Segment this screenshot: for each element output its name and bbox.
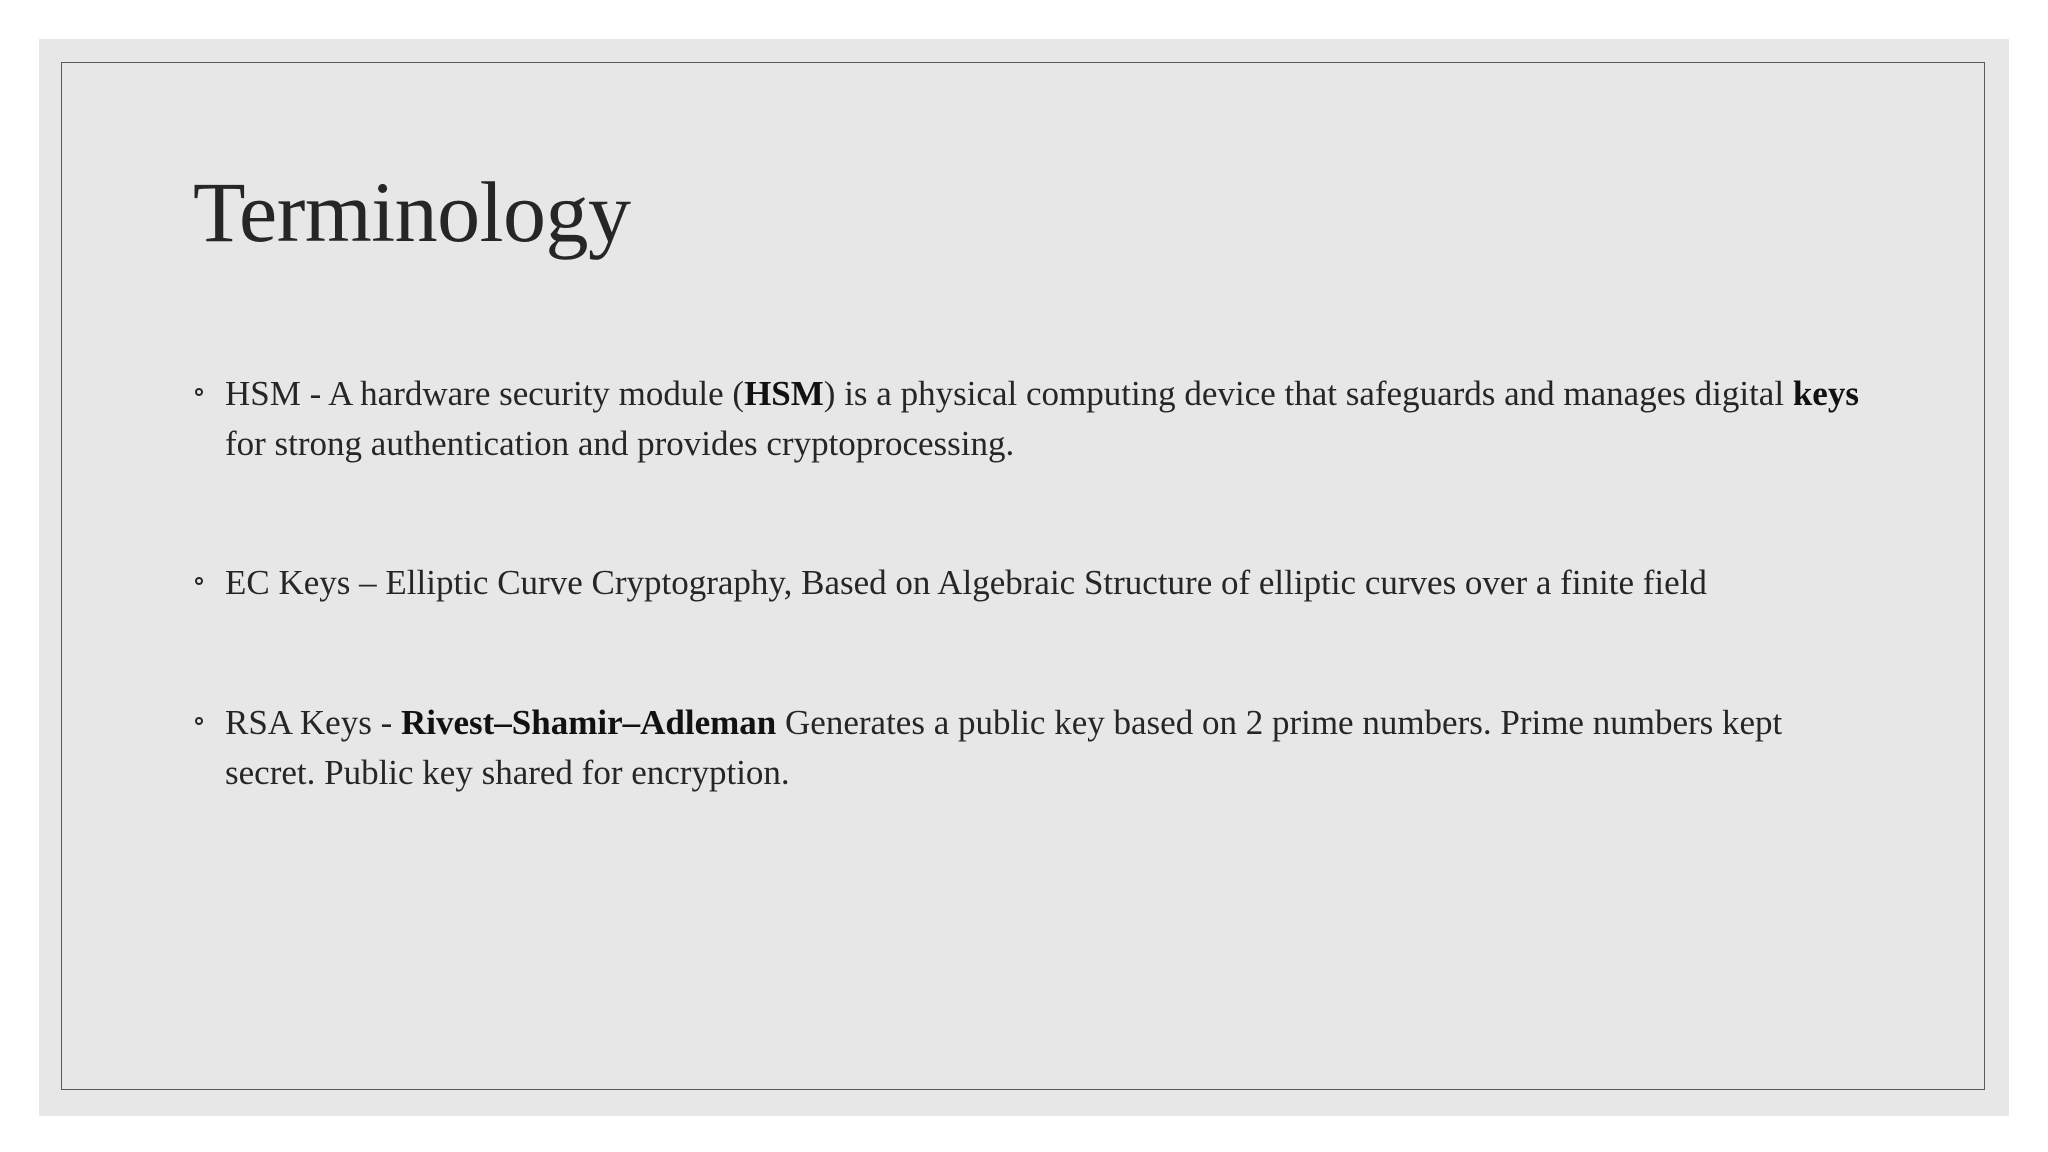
bullet-text: ) is a physical computing device that safeguards and manages digital bbox=[823, 374, 1793, 413]
slide-title: Terminology bbox=[193, 164, 631, 260]
bullet-text: Generates a public key based on 2 prime numbers. Prime numbers kept secret. Public key shared for encryption. bbox=[225, 703, 1783, 792]
bullet-bold-term: Rivest–Shamir–Adleman bbox=[401, 703, 777, 742]
bullet-text: EC Keys – Elliptic Curve Cryptography, Based on Algebraic Structure of elliptic curves over a finite field bbox=[225, 563, 1707, 602]
bullet-circle-icon bbox=[195, 577, 203, 585]
bullet-bold-term: HSM bbox=[744, 374, 824, 413]
bullet-text: RSA Keys - bbox=[225, 703, 401, 742]
bullet-list bbox=[193, 369, 1873, 887]
slide bbox=[39, 39, 2009, 1116]
bullet-text: for strong authentication and provides cryptoprocessing. bbox=[225, 424, 1015, 463]
bullet-circle-icon bbox=[195, 388, 203, 396]
bullet-ec-keys bbox=[193, 558, 1873, 608]
bullet-circle-icon bbox=[195, 717, 203, 725]
bullet-rsa-keys bbox=[193, 698, 1873, 798]
bullet-text: HSM - A hardware security module ( bbox=[225, 374, 745, 413]
bullet-hsm bbox=[193, 369, 1873, 469]
bullet-bold-term: keys bbox=[1792, 374, 1859, 413]
